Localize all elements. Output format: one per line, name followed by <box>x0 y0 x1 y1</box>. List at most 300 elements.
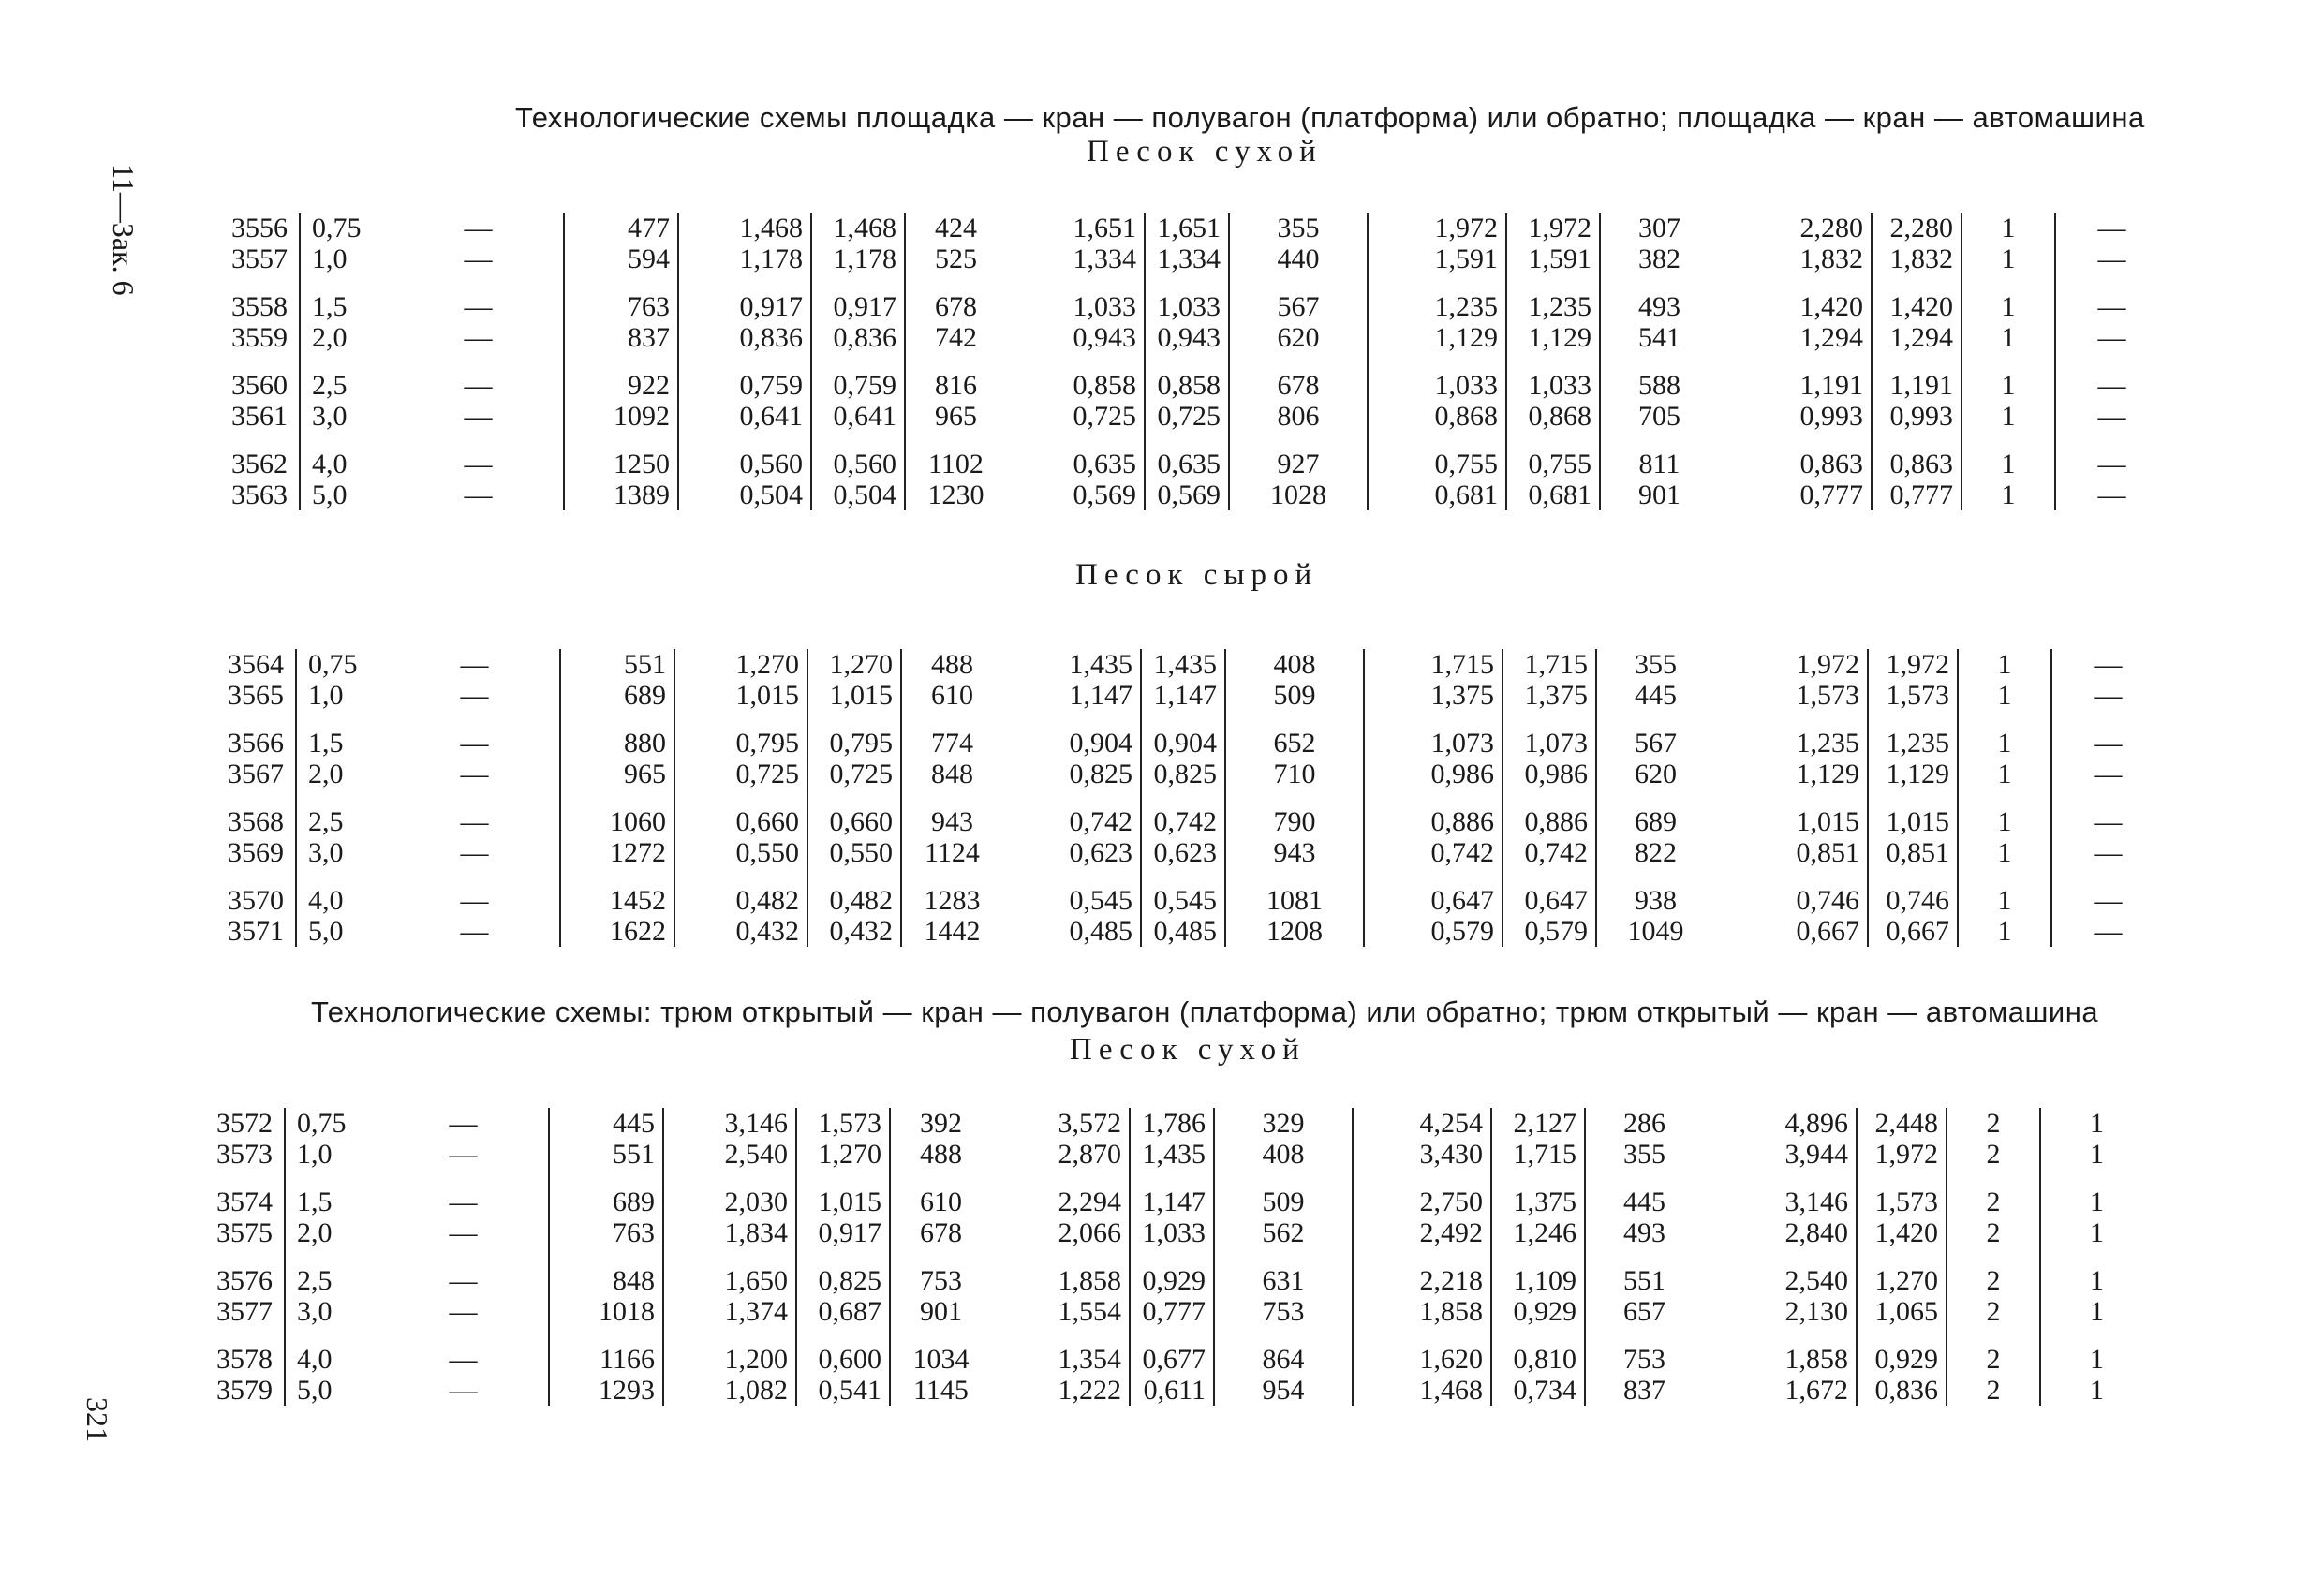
page-number: 321 <box>81 1397 114 1442</box>
table-cell: 3,0 <box>296 837 390 868</box>
table-cell: 1 <box>1961 370 2055 401</box>
table-cell: 763 <box>564 291 678 322</box>
gap-cell <box>890 1170 991 1187</box>
table-cell: — <box>464 322 493 353</box>
row-number-cell: 3578 <box>216 1344 273 1375</box>
table-cell: 0,432 <box>807 916 901 947</box>
gap-cell <box>1600 274 1718 291</box>
table-cell: 1,129 <box>1796 759 1859 789</box>
gap-cell <box>2055 274 2168 291</box>
row-number-cell: 3579 <box>216 1375 273 1406</box>
table-cell: 1,435 <box>1141 649 1225 680</box>
table-cell: 1,033 <box>1506 370 1600 401</box>
table-cell: 2 <box>1947 1265 2040 1296</box>
gap-cell <box>1600 432 1718 449</box>
table-cell: 3,0 <box>300 401 393 432</box>
gap-cell <box>1130 1248 1214 1265</box>
row-number-cell: 3563 <box>231 479 288 510</box>
table-cell: 1,972 <box>1796 649 1859 680</box>
gap-cell <box>1491 1170 1585 1187</box>
table-cell: 1102 <box>905 449 1006 479</box>
gap-cell <box>807 868 901 885</box>
table-cell: 1,435 <box>1130 1139 1214 1170</box>
gap-cell <box>796 1327 890 1344</box>
table-cell: 848 <box>549 1265 663 1296</box>
table-cell: 1,715 <box>1502 649 1596 680</box>
gap-cell <box>1857 1327 1947 1344</box>
table-cell: 2,030 <box>663 1187 796 1217</box>
gap-cell <box>1947 1170 2040 1187</box>
table-cell: 1,972 <box>1857 1139 1947 1170</box>
table-row <box>189 1296 2153 1327</box>
table-cell: — <box>2051 680 2164 711</box>
table-cell: 2 <box>1947 1296 2040 1327</box>
table-cell: 1 <box>1958 837 2051 868</box>
table-cell: 0,777 <box>1130 1296 1214 1327</box>
gap-cell <box>1002 868 1141 885</box>
table-cell: 493 <box>1585 1217 1703 1248</box>
table-cell: 0,75 <box>300 213 393 243</box>
table-cell: 1,294 <box>1799 322 1863 353</box>
table-cell: 901 <box>890 1296 991 1327</box>
table-cell: 864 <box>1214 1344 1353 1375</box>
table-cell: 0,560 <box>678 449 811 479</box>
table-cell: 1,270 <box>674 649 807 680</box>
gap-cell <box>1868 711 1958 728</box>
table-cell: 1,0 <box>296 680 390 711</box>
table-cell: — <box>2055 322 2168 353</box>
table-cell: 0,851 <box>1796 837 1859 868</box>
table-cell: 355 <box>1585 1139 1703 1170</box>
table-cell: 0,623 <box>1141 837 1225 868</box>
table-cell: 4,0 <box>296 885 390 916</box>
table-row <box>189 1265 2153 1296</box>
row-number-cell: 3576 <box>216 1265 273 1296</box>
table-cell: 0,660 <box>674 806 807 837</box>
table-cell: 0,560 <box>811 449 905 479</box>
table-cell: 0,742 <box>1069 806 1132 837</box>
table-cell: 620 <box>1229 322 1368 353</box>
table-cell: 493 <box>1600 291 1718 322</box>
gap-cell <box>901 868 1002 885</box>
gap-cell <box>189 1170 285 1187</box>
section1-subtitle: Песок сухой <box>1087 135 1323 169</box>
gap-cell <box>1703 1170 1857 1187</box>
table-cell: 689 <box>560 680 674 711</box>
gap-cell <box>1491 1327 1585 1344</box>
table-cell: 1208 <box>1225 916 1364 947</box>
gap-cell <box>560 868 674 885</box>
gap-cell <box>549 1327 663 1344</box>
table-cell: 1,354 <box>1058 1344 1121 1375</box>
table-cell: 678 <box>1229 370 1368 401</box>
gap-cell <box>811 432 905 449</box>
table-cell: 0,660 <box>807 806 901 837</box>
table-cell: 0,755 <box>1368 449 1506 479</box>
table-cell: 1,235 <box>1506 291 1600 322</box>
gap-cell <box>549 1248 663 1265</box>
gap-cell <box>564 353 678 370</box>
table-cell: 4,254 <box>1353 1108 1491 1139</box>
table-cell: 0,851 <box>1868 837 1958 868</box>
gap-cell <box>1225 711 1364 728</box>
gap-cell <box>549 1170 663 1187</box>
gap-cell <box>1145 432 1229 449</box>
table-cell: 822 <box>1596 837 1714 868</box>
gap-cell <box>200 868 296 885</box>
table-cell: 0,641 <box>678 401 811 432</box>
table-cell: 1,246 <box>1491 1217 1585 1248</box>
gap-cell <box>204 353 300 370</box>
table-cell: 0,986 <box>1364 759 1502 789</box>
gap-cell <box>1141 711 1225 728</box>
gap-cell <box>1353 1170 1491 1187</box>
table-cell: 0,943 <box>1145 322 1229 353</box>
table-cell: 938 <box>1596 885 1714 916</box>
table-cell: 1,015 <box>674 680 807 711</box>
table-cell: 837 <box>564 322 678 353</box>
table-cell: 1,270 <box>796 1139 890 1170</box>
gap-cell <box>189 1248 285 1265</box>
table-cell: — <box>464 291 493 322</box>
gap-cell <box>1714 711 1868 728</box>
table-cell: 329 <box>1214 1108 1353 1139</box>
table-cell: 0,734 <box>1491 1375 1585 1406</box>
table-cell: 0,545 <box>1141 885 1225 916</box>
table-cell: 0,725 <box>674 759 807 789</box>
table-cell: 1 <box>1958 806 2051 837</box>
side-code: 11—Зак. 6 <box>107 164 141 296</box>
gap-cell <box>678 432 811 449</box>
gap-cell <box>560 711 674 728</box>
gap-cell <box>1596 789 1714 806</box>
table-cell: 0,917 <box>796 1217 890 1248</box>
table-cell: 1 <box>1961 213 2055 243</box>
gap-cell <box>390 868 560 885</box>
gap-cell <box>1958 789 2051 806</box>
table-cell: 1166 <box>549 1344 663 1375</box>
table-cell: 2,5 <box>296 806 390 837</box>
table-cell: 2,218 <box>1353 1265 1491 1296</box>
table-cell: — <box>2051 916 2164 947</box>
table-cell: — <box>2051 885 2164 916</box>
table-cell: 1,375 <box>1491 1187 1585 1217</box>
table-cell: 943 <box>901 806 1002 837</box>
table-cell: 1,651 <box>1145 213 1229 243</box>
table-row <box>204 213 2168 243</box>
gap-cell <box>678 274 811 291</box>
table-cell: — <box>460 837 489 868</box>
table-cell: — <box>464 213 493 243</box>
table-cell: 1 <box>1958 649 2051 680</box>
table-cell: — <box>2051 759 2164 789</box>
table-cell: 1,374 <box>663 1296 796 1327</box>
gap-cell <box>1868 868 1958 885</box>
table-cell: 509 <box>1225 680 1364 711</box>
table-cell: 1,468 <box>1353 1375 1491 1406</box>
table-cell: 3,146 <box>1784 1187 1848 1217</box>
gap-cell <box>1872 432 1961 449</box>
table-cell: 1,235 <box>1868 728 1958 759</box>
gap-cell <box>991 1327 1130 1344</box>
table-cell: — <box>449 1375 478 1406</box>
table-cell: — <box>2055 291 2168 322</box>
table-cell: 1293 <box>549 1375 663 1406</box>
table-cell: 1 <box>1961 449 2055 479</box>
gap-cell <box>905 432 1006 449</box>
table-cell: 4,896 <box>1784 1108 1848 1139</box>
table-cell: 0,858 <box>1073 370 1136 401</box>
table-row <box>200 885 2164 916</box>
table-cell: 2 <box>1947 1187 2040 1217</box>
section3-table <box>189 1108 2153 1406</box>
gap-cell <box>1585 1170 1703 1187</box>
table-cell: 0,569 <box>1145 479 1229 510</box>
table-cell: 2,127 <box>1491 1108 1585 1139</box>
gap-cell <box>1214 1327 1353 1344</box>
gap-cell <box>300 353 393 370</box>
gap-cell <box>1214 1248 1353 1265</box>
table-cell: 0,677 <box>1130 1344 1214 1375</box>
table-cell: 1 <box>2040 1139 2153 1170</box>
table-cell: 0,886 <box>1364 806 1502 837</box>
table-cell: 445 <box>549 1108 663 1139</box>
table-cell: 774 <box>901 728 1002 759</box>
row-gap <box>189 1170 2153 1187</box>
table-cell: 0,641 <box>811 401 905 432</box>
gap-cell <box>564 274 678 291</box>
row-number-cell: 3556 <box>231 213 288 243</box>
table-cell: 0,858 <box>1145 370 1229 401</box>
gap-cell <box>1506 432 1600 449</box>
gap-cell <box>1491 1248 1585 1265</box>
gap-cell <box>1857 1170 1947 1187</box>
table-cell: 1,178 <box>678 243 811 274</box>
row-gap <box>204 274 2168 291</box>
table-cell: 5,0 <box>296 916 390 947</box>
gap-cell <box>1872 353 1961 370</box>
table-cell: 1,147 <box>1141 680 1225 711</box>
table-cell: 1,5 <box>300 291 393 322</box>
row-gap <box>204 432 2168 449</box>
gap-cell <box>296 868 390 885</box>
table-cell: 0,886 <box>1502 806 1596 837</box>
table-cell: 790 <box>1225 806 1364 837</box>
table-cell: 1,270 <box>807 649 901 680</box>
table-cell: 2 <box>1947 1139 2040 1170</box>
table-cell: — <box>2055 370 2168 401</box>
gap-cell <box>1368 274 1506 291</box>
section2-subtitle: Песок сырой <box>1075 558 1319 592</box>
table-cell: 1,334 <box>1145 243 1229 274</box>
table-cell: 0,904 <box>1141 728 1225 759</box>
table-cell: 1,200 <box>663 1344 796 1375</box>
table-cell: 1,554 <box>1058 1296 1121 1327</box>
table-cell: 1230 <box>905 479 1006 510</box>
table-row <box>200 649 2164 680</box>
table-cell: 1622 <box>560 916 674 947</box>
table-cell: 1389 <box>564 479 678 510</box>
table-cell: 1,191 <box>1799 370 1863 401</box>
table-cell: 1,651 <box>1073 213 1136 243</box>
table-cell: 1,375 <box>1502 680 1596 711</box>
table-cell: 1250 <box>564 449 678 479</box>
gap-cell <box>1714 789 1868 806</box>
gap-cell <box>1130 1170 1214 1187</box>
table-cell: 1,591 <box>1368 243 1506 274</box>
table-row <box>200 680 2164 711</box>
table-cell: 880 <box>560 728 674 759</box>
table-cell: 1,468 <box>811 213 905 243</box>
gap-cell <box>1364 868 1502 885</box>
table-cell: 0,993 <box>1872 401 1961 432</box>
gap-cell <box>1145 274 1229 291</box>
table-cell: — <box>460 885 489 916</box>
table-cell: 1,834 <box>663 1217 796 1248</box>
table-cell: 0,836 <box>1857 1375 1947 1406</box>
table-cell: 1,858 <box>1058 1265 1121 1296</box>
row-gap <box>189 1248 2153 1265</box>
table-cell: — <box>2051 728 2164 759</box>
table-row <box>204 370 2168 401</box>
table-cell: 2,540 <box>663 1139 796 1170</box>
table-cell: 1,033 <box>1073 291 1136 322</box>
table-cell: 0,623 <box>1069 837 1132 868</box>
gap-cell <box>1958 711 2051 728</box>
table-cell: 382 <box>1600 243 1718 274</box>
table-cell: 1,375 <box>1364 680 1502 711</box>
table-cell: — <box>464 243 493 274</box>
gap-cell <box>674 711 807 728</box>
gap-cell <box>1585 1248 1703 1265</box>
table-cell: 1 <box>2040 1344 2153 1375</box>
table-cell: 901 <box>1600 479 1718 510</box>
table-cell: 678 <box>905 291 1006 322</box>
table-row <box>204 479 2168 510</box>
table-cell: 1060 <box>560 806 674 837</box>
gap-cell <box>1868 789 1958 806</box>
table-cell: 705 <box>1600 401 1718 432</box>
table-cell: 2 <box>1947 1344 2040 1375</box>
table-cell: 1,065 <box>1857 1296 1947 1327</box>
table-cell: 0,825 <box>796 1265 890 1296</box>
table-cell: 927 <box>1229 449 1368 479</box>
table-cell: 0,681 <box>1368 479 1506 510</box>
gap-cell <box>560 789 674 806</box>
table-cell: 588 <box>1600 370 1718 401</box>
table-cell: 355 <box>1229 213 1368 243</box>
table-cell: 440 <box>1229 243 1368 274</box>
table-cell: 594 <box>564 243 678 274</box>
table-cell: 1,270 <box>1857 1265 1947 1296</box>
row-number-cell: 3558 <box>231 291 288 322</box>
table-cell: 1,5 <box>296 728 390 759</box>
table-cell: 710 <box>1225 759 1364 789</box>
gap-cell <box>1857 1248 1947 1265</box>
table-cell: 0,667 <box>1796 916 1859 947</box>
gap-cell <box>1718 432 1872 449</box>
gap-cell <box>1229 274 1368 291</box>
table-cell: 0,836 <box>811 322 905 353</box>
row-gap <box>200 868 2164 885</box>
table-cell: 1452 <box>560 885 674 916</box>
gap-cell <box>678 353 811 370</box>
table-cell: 1,435 <box>1069 649 1132 680</box>
gap-cell <box>200 789 296 806</box>
gap-cell <box>390 789 560 806</box>
table-row <box>189 1344 2153 1375</box>
table-cell: 0,600 <box>796 1344 890 1375</box>
table-cell: 0,504 <box>678 479 811 510</box>
table-cell: 1,015 <box>796 1187 890 1217</box>
gap-cell <box>674 868 807 885</box>
gap-cell <box>1002 789 1141 806</box>
table-cell: 965 <box>560 759 674 789</box>
table-cell: 0,795 <box>674 728 807 759</box>
table-row <box>204 322 2168 353</box>
gap-cell <box>1214 1170 1353 1187</box>
table-cell: 1 <box>1961 401 2055 432</box>
table-cell: 567 <box>1596 728 1714 759</box>
table-cell: 0,432 <box>674 916 807 947</box>
gap-cell <box>2051 789 2164 806</box>
gap-cell <box>1596 711 1714 728</box>
table-cell: 1,715 <box>1364 649 1502 680</box>
table-cell: 0,929 <box>1857 1344 1947 1375</box>
table-cell: 1,832 <box>1872 243 1961 274</box>
table-cell: 1,786 <box>1130 1108 1214 1139</box>
table-cell: 0,742 <box>1141 806 1225 837</box>
gap-cell <box>1703 1248 1857 1265</box>
table-cell: 1,573 <box>796 1108 890 1139</box>
row-number-cell: 3575 <box>216 1217 273 1248</box>
table-cell: 488 <box>901 649 1002 680</box>
table-cell: 1,715 <box>1491 1139 1585 1170</box>
table-cell: 1,573 <box>1868 680 1958 711</box>
table-row <box>200 728 2164 759</box>
table-cell: 2,492 <box>1353 1217 1491 1248</box>
table-cell: 2,448 <box>1857 1108 1947 1139</box>
gap-cell <box>1368 353 1506 370</box>
table-cell: 0,579 <box>1502 916 1596 947</box>
table-cell: 0,482 <box>807 885 901 916</box>
table-cell: 837 <box>1585 1375 1703 1406</box>
table-cell: 0,917 <box>811 291 905 322</box>
table-cell: 1,573 <box>1796 680 1859 711</box>
gap-cell <box>1141 789 1225 806</box>
table-cell: 0,759 <box>811 370 905 401</box>
table-cell: 1,420 <box>1872 291 1961 322</box>
row-number-cell: 3564 <box>228 649 284 680</box>
table-cell: 652 <box>1225 728 1364 759</box>
table-cell: 0,725 <box>1145 401 1229 432</box>
table-cell: 4,0 <box>285 1344 378 1375</box>
table-cell: 0,75 <box>285 1108 378 1139</box>
table-cell: 3,146 <box>663 1108 796 1139</box>
table-cell: 0,986 <box>1502 759 1596 789</box>
gap-cell <box>807 789 901 806</box>
section2-table <box>200 649 2164 947</box>
table-cell: 551 <box>1585 1265 1703 1296</box>
gap-cell <box>2051 868 2164 885</box>
gap-cell <box>796 1248 890 1265</box>
gap-cell <box>285 1170 378 1187</box>
table-cell: 1,468 <box>678 213 811 243</box>
table-cell: 1,5 <box>285 1187 378 1217</box>
gap-cell <box>1502 868 1596 885</box>
gap-cell <box>189 1327 285 1344</box>
gap-cell <box>2051 711 2164 728</box>
